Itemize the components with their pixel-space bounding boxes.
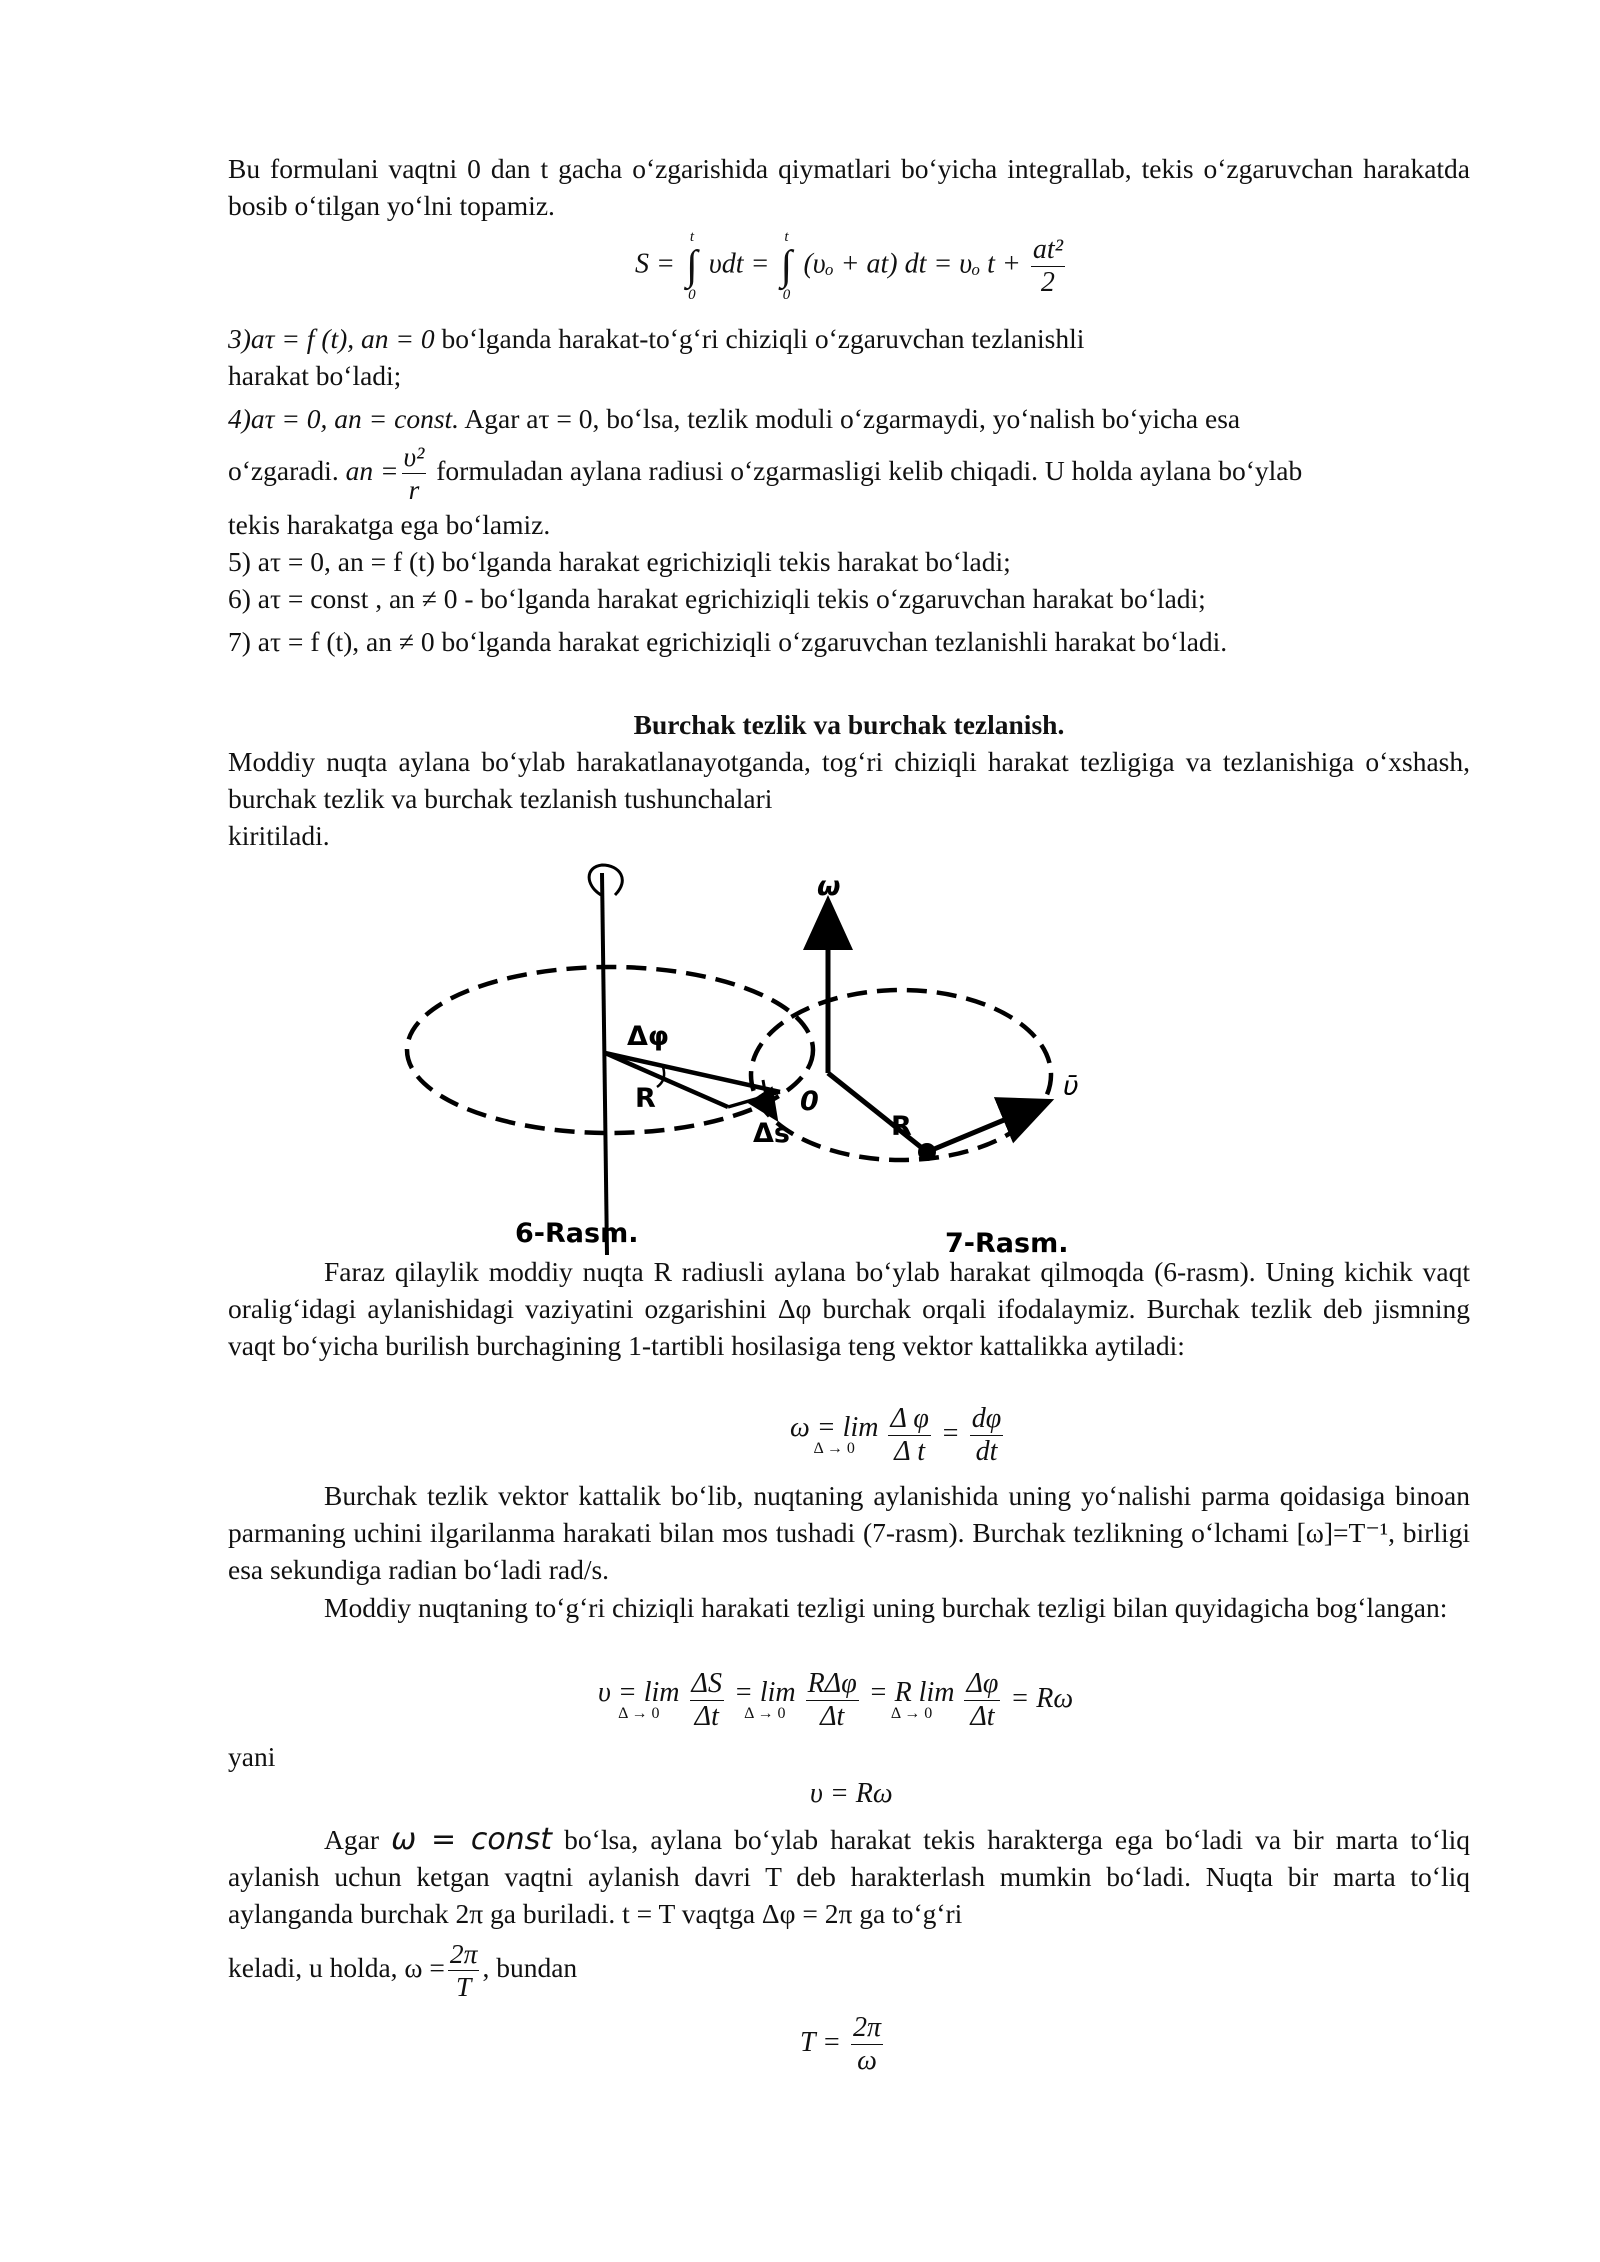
integral-2: t ∫ 0 [780,229,793,303]
paragraph-5: Agar ω = const boʻlsa, aylana boʻylab harakat tekis harakterga ega boʻladi va bir marta toʻliq aylanish uchun ketgan vaqtni aylanish davri T deb harakterlash mumkin boʻladi. Nuqta bir marta toʻliq aylanganda burchak 2π ga buriladi. t = T vaqtga Δφ = 2π ga toʻgʻri keladi, u holda, ω = $\frac{2\pi}{T}$ , bundan [228,1822,1471,2002]
eq-s-body1: υdt = [708,248,770,280]
label-v: ῡ [1063,1071,1079,1102]
figures-6-7 [395,855,1115,1265]
section-heading: Burchak tezlik va burchak tezlanish. [633,709,1065,740]
eq-s-fraction: $\frac{\text{at²}}{2}$ [1032,233,1063,298]
circle-path-6 [407,967,813,1133]
caption-fig7: 7-Rasm. [945,1228,1069,1259]
integral-1: t ∫ 0 [686,229,698,303]
label-O: 0 [800,1086,819,1117]
cases-block [228,320,1470,660]
equation-T: T = $\frac{2\pi}{\omega}$ [800,2012,881,2076]
radius-vector-7 [828,1073,927,1152]
case-4-fraction: $\frac{\text{υ²}}{r}$ [403,441,425,505]
case-3: 3)aτ = f (t), an = 0 boʻlganda harakat-toʻgʻri chiziqli oʻzgaruvchan tezlanishli [228,323,1085,354]
equation-s [635,228,1068,304]
intro-text: Bu formulani vaqtni 0 dan t gacha oʻzgarishida qiymatlari boʻyicha integrallab, tekis oʻzgaruvchan harakatda bosib oʻtilgan yoʻlni topamiz. [228,153,1470,221]
equation-v: υ = lim Δ → 0 $\frac{\Delta S}{\Delta t}$ = lim Δ → 0 $\frac{\text{RΔφ}}{\Delta t}$ = R lim Δ → 0 $\frac{\Delta\varphi}{\Delta t}$ = Rω [598,1668,1074,1732]
yani-text: yani [228,1741,276,1772]
case-4-line2: oʻzgaradi. an = $\frac{\text{υ²}}{r}$ formuladan aylana radiusi oʻzgarmasligi kelib chiqadi. U holda aylana boʻylab [228,441,1303,505]
point-mass [918,1143,936,1161]
label-ds: Δs [753,1118,790,1149]
paragraph-4: Moddiy nuqtaning toʻgʻri chiziqli harakati tezligi uning burchak tezligi bilan quyidagicha bogʻlangan: [324,1592,1448,1623]
case-5: 5) aτ = 0, an = f (t) boʻlganda harakat egrichiziqli tekis harakat boʻladi; [228,546,1011,577]
case-7: 7) aτ = f (t), an ≠ 0 boʻlganda harakat egrichiziqli oʻzgaruvchan tezlanishli harakat boʻladi. [228,626,1228,657]
equation-omega: ω = lim Δ → 0 $\frac{\text{Δ φ}}{\text{Δ t}}$ = $\frac{d\varphi}{dt}$ [790,1403,1002,1467]
case-4-line3: tekis harakatga ega boʻlamiz. [228,509,551,540]
label-R-7: R [891,1111,912,1142]
case-4: 4)aτ = 0, an = const. Agar aτ = 0, boʻlsa, tezlik moduli oʻzgarmaydi, yoʻnalish boʻyicha esa [228,403,1241,434]
label-R-6: R [635,1083,656,1114]
eq-s-lhs: S = [635,248,675,280]
paragraph-2: Faraz qilaylik moddiy nuqta R radiusli aylana boʻylab harakat qilmoqda (6-rasm). Uning kichik vaqt oraligʻidagi aylanishidagi vaziyatini ozgarishini Δφ burchak orqali ifodalaymiz. Burchak tezlik deb jismning vaqt boʻyicha burilish burchagining 1-tartibli hosilasiga teng vektor kattalikka aytiladi: [228,1256,1470,1361]
caption-fig6: 6-Rasm. [515,1218,639,1249]
case-3-line2: harakat boʻladi; [228,360,402,391]
figure-7 [751,871,1079,1259]
equation-v2: υ = Rω [810,1778,893,1809]
rotation-axis-line [602,873,607,1255]
label-omega: ω [817,871,841,902]
rotation-arrow-icon [589,865,622,895]
intro-paragraph [228,150,1470,224]
omega-const: ω = const [391,1822,553,1857]
eq-s-body2: (υₒ + at) dt = υₒ t + [803,248,1021,280]
radius-line-2 [605,1053,728,1107]
section-paragraph: Moddiy nuqta aylana boʻylab harakatlanayotganda, togʻri chiziqli harakat tezligiga va tezlanishiga oʻxshash, burchak tezlik va burchak tezlanish tushunchalari kiritiladi. [228,746,1470,851]
case-6: 6) aτ = const , an ≠ 0 - boʻlganda harakat egrichiziqli tekis oʻzgaruvchan harakat boʻladi; [228,583,1206,614]
paragraph-3: Burchak tezlik vektor kattalik boʻlib, nuqtaning aylanishida uning yoʻnalishi parma qoidasiga binoan parmaning uchini ilgarilanma harakati bilan mos tushadi (7-rasm). Burchak tezlikning oʻlchami [ω]=T⁻¹, birligi esa sekundiga radian boʻladi rad/s. [228,1480,1470,1585]
label-dphi: Δφ [627,1021,670,1052]
